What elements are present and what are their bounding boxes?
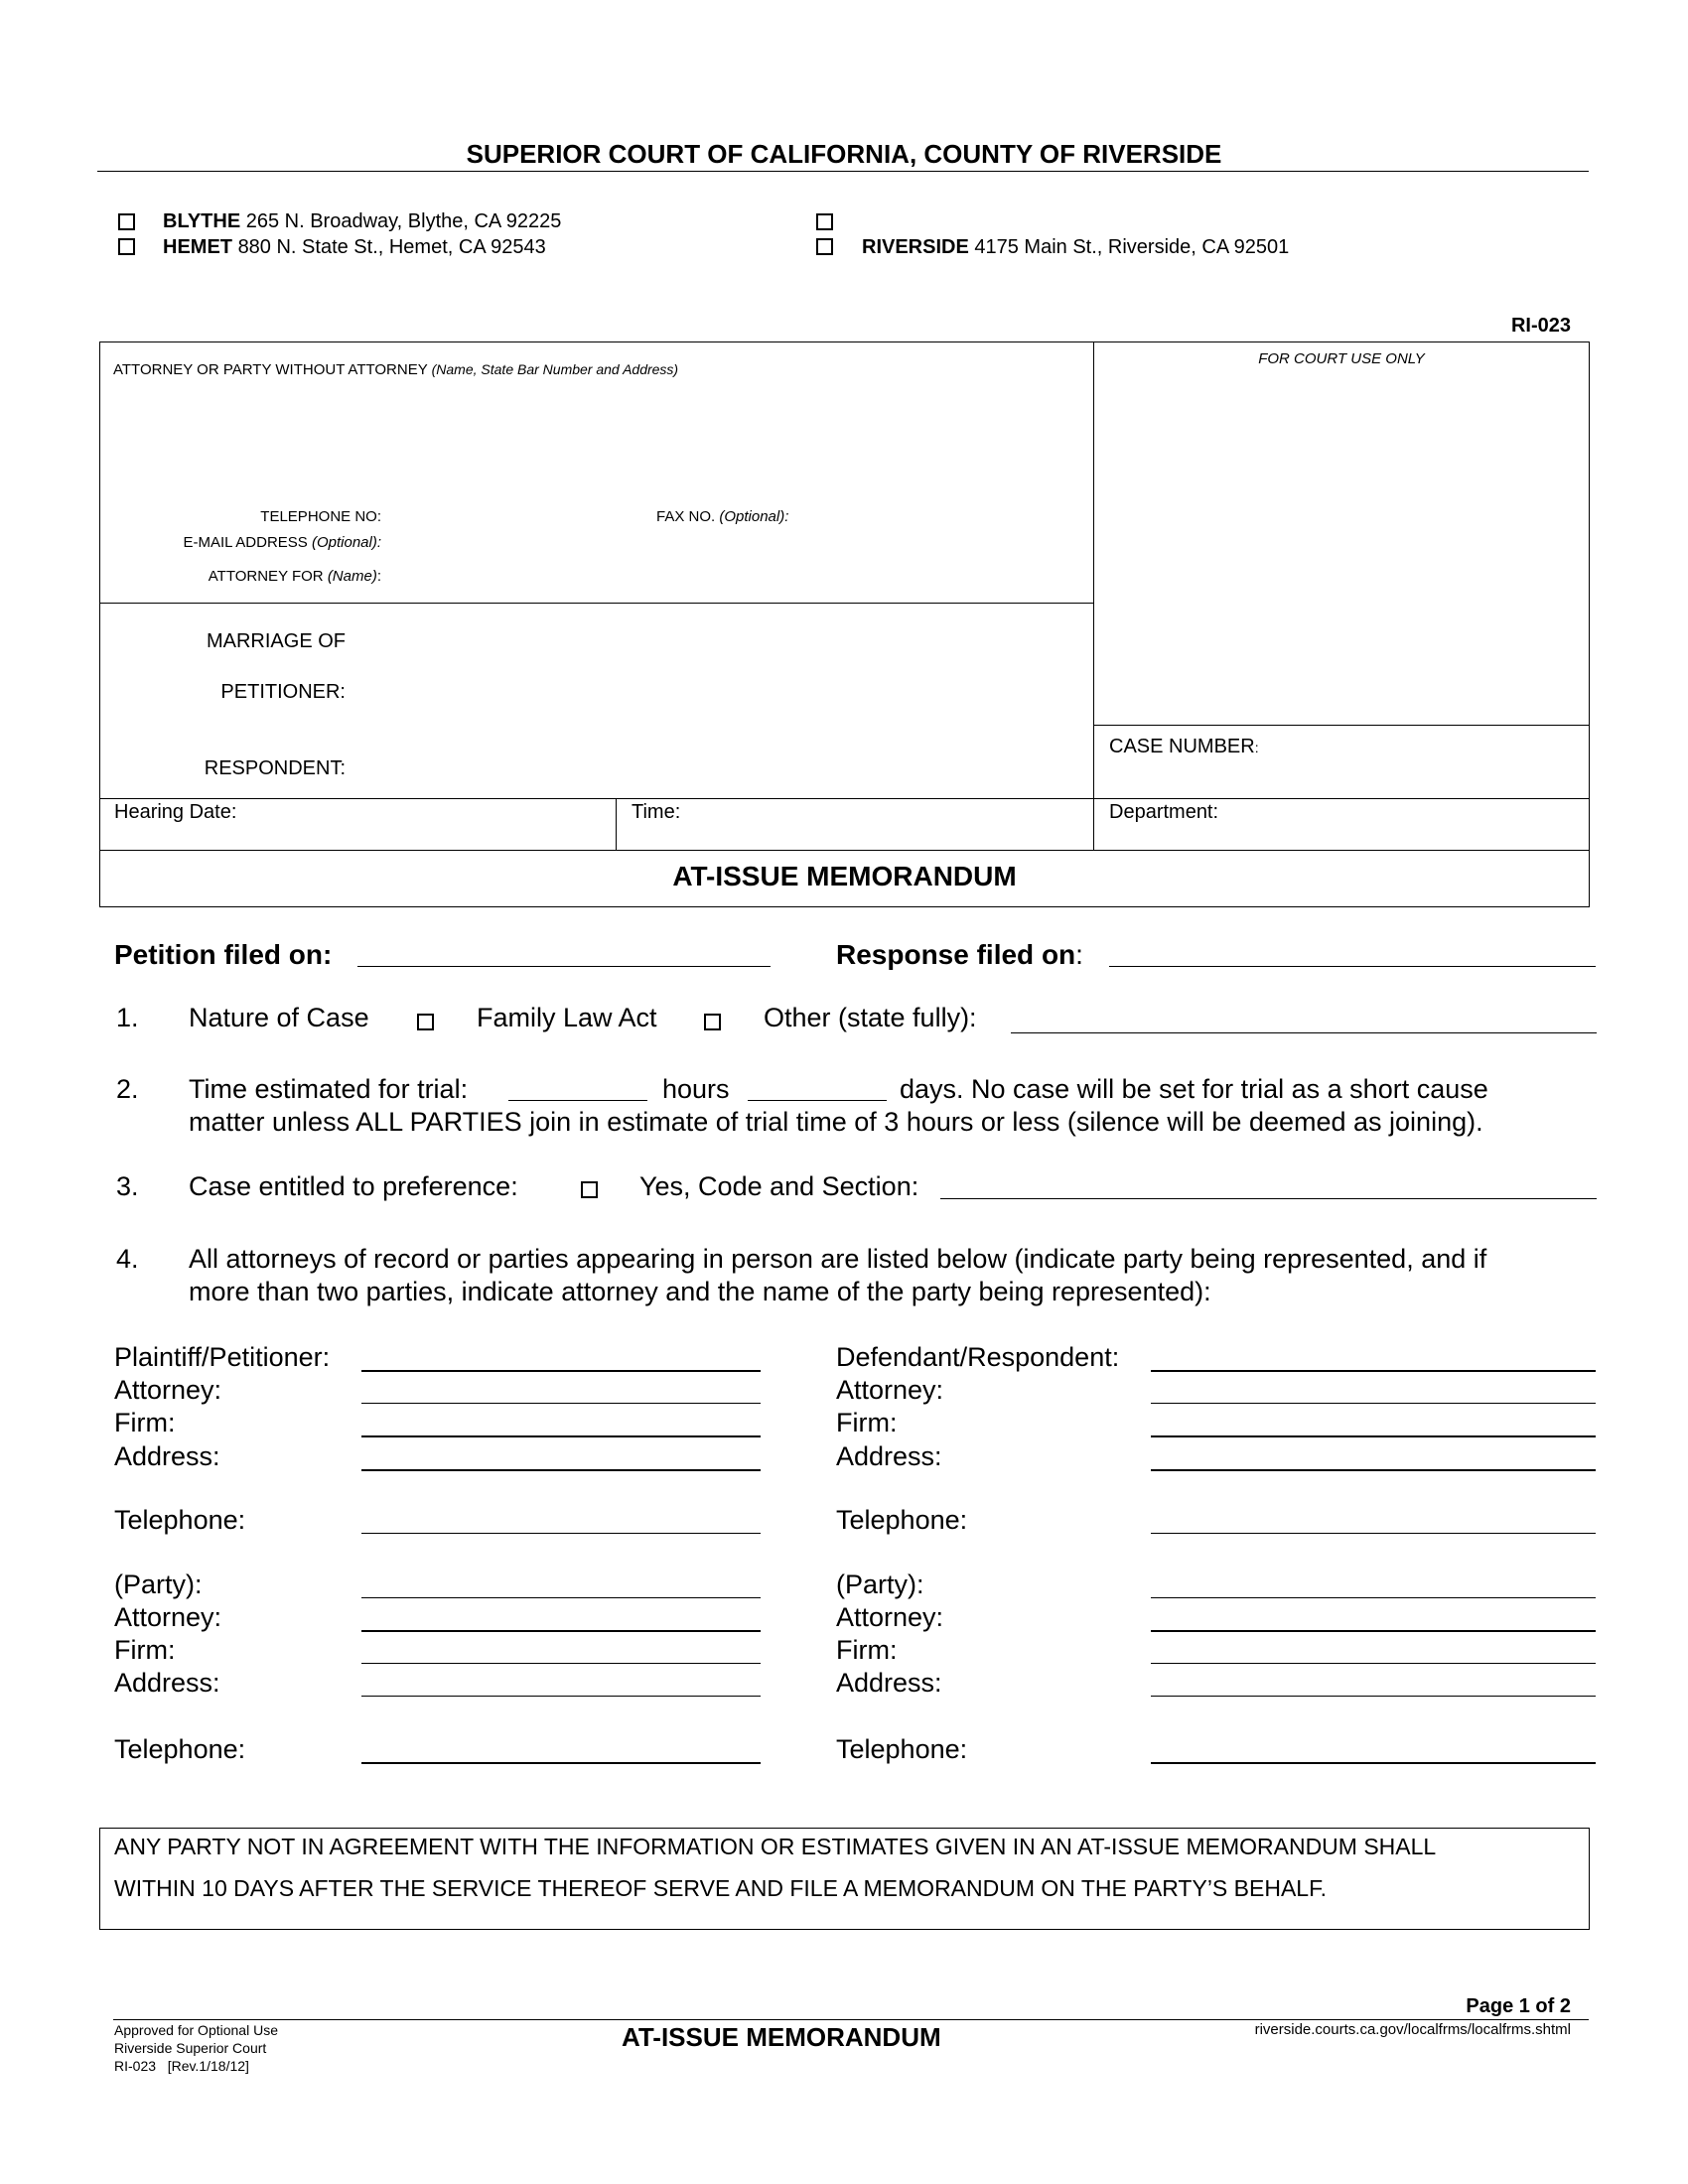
footer-url[interactable]: riverside.courts.ca.gov/localfrms/localfrms.shtml xyxy=(1254,2021,1571,2038)
code-section-field[interactable] xyxy=(940,1198,1597,1199)
other-label: Other (state fully): xyxy=(764,1003,977,1032)
yes-code-label: Yes, Code and Section: xyxy=(639,1171,919,1201)
case-number-label xyxy=(1109,736,1259,758)
other-checkbox[interactable] xyxy=(704,1014,721,1030)
department-label: Department: xyxy=(1109,801,1219,823)
plaintiff-telephone-field[interactable] xyxy=(361,1533,761,1534)
attorney-label xyxy=(113,361,678,378)
item-2-number: 2. xyxy=(116,1074,139,1104)
hearing-date-label: Hearing Date: xyxy=(114,801,237,823)
left-party-label: (Party): xyxy=(114,1570,203,1599)
plaintiff-address-field[interactable] xyxy=(361,1469,761,1471)
fax-label xyxy=(656,508,788,525)
attorneys-instructions-line2: more than two parties, indicate attorney and the name of the party being represented): xyxy=(189,1277,1211,1306)
respondent-label: RESPONDENT: xyxy=(204,757,346,779)
email-label xyxy=(183,534,381,551)
left-party-telephone-field[interactable] xyxy=(361,1762,761,1764)
left-party-firm-label: Firm: xyxy=(114,1635,176,1665)
right-party-label: (Party): xyxy=(836,1570,924,1599)
time-label: Time: xyxy=(632,801,681,823)
attorney-for-colon: : xyxy=(376,568,381,585)
header-rule xyxy=(97,171,1589,172)
defendant-firm-label: Firm: xyxy=(836,1408,898,1437)
plaintiff-telephone-label: Telephone: xyxy=(114,1505,246,1535)
hemet-location xyxy=(163,236,546,259)
notice-line-1: ANY PARTY NOT IN AGREEMENT WITH THE INFORMATION OR ESTIMATES GIVEN IN AN AT-ISSUE MEMORANDUM SHALL xyxy=(114,1834,1437,1859)
defendant-respondent-label: Defendant/Respondent: xyxy=(836,1342,1120,1372)
short-cause-text: matter unless ALL PARTIES join in estimate of trial time of 3 hours or less (silence will be deemed as joining). xyxy=(189,1107,1483,1137)
attorney-for-note: (Name) xyxy=(327,568,377,585)
right-party-address-field[interactable] xyxy=(1151,1696,1596,1697)
page-number: Page 1 of 2 xyxy=(1466,1995,1571,2017)
attorney-label-text: ATTORNEY OR PARTY WITHOUT ATTORNEY xyxy=(113,361,428,378)
right-party-attorney-label: Attorney: xyxy=(836,1602,944,1632)
preference-label: Case entitled to preference: xyxy=(189,1171,518,1201)
fax-label-text: FAX NO. xyxy=(656,508,716,525)
left-party-address-field[interactable] xyxy=(361,1696,761,1697)
fax-label-note: (Optional): xyxy=(719,508,789,525)
defendant-telephone-label: Telephone: xyxy=(836,1505,968,1535)
email-label-note: (Optional): xyxy=(311,534,381,551)
blythe-address: 265 N. Broadway, Blythe, CA 92225 xyxy=(245,210,562,232)
preference-yes-checkbox[interactable] xyxy=(581,1181,598,1198)
response-filed-text: Response filed on xyxy=(836,939,1076,970)
petition-filed-label: Petition filed on: xyxy=(114,939,333,970)
court-title: SUPERIOR COURT OF CALIFORNIA, COUNTY OF RIVERSIDE xyxy=(466,139,1222,169)
petition-filed-field[interactable] xyxy=(357,966,771,967)
case-number-rule xyxy=(1093,725,1590,726)
attorneys-instructions-line1: All attorneys of record or parties appearing in person are listed below (indicate party being represented, and if xyxy=(189,1244,1487,1274)
nature-of-case-label: Nature of Case xyxy=(189,1003,369,1032)
telephone-label: TELEPHONE NO: xyxy=(260,508,381,525)
left-party-address-label: Address: xyxy=(114,1668,220,1698)
riverside-location xyxy=(862,236,1289,259)
item-3-number: 3. xyxy=(116,1171,139,1201)
plaintiff-firm-label: Firm: xyxy=(114,1408,176,1437)
item-4-number: 4. xyxy=(116,1244,139,1274)
hearing-row-top xyxy=(99,798,1590,799)
left-party-telephone-label: Telephone: xyxy=(114,1734,246,1764)
caption-divider xyxy=(1093,341,1094,851)
right-party-telephone-field[interactable] xyxy=(1151,1762,1596,1764)
right-party-field[interactable] xyxy=(1151,1597,1596,1598)
hemet-name: HEMET xyxy=(163,236,232,258)
time-estimated-label: Time estimated for trial: xyxy=(189,1074,469,1104)
email-label-text: E-MAIL ADDRESS xyxy=(183,534,308,551)
right-party-firm-label: Firm: xyxy=(836,1635,898,1665)
right-party-address-label: Address: xyxy=(836,1668,942,1698)
item-1-number: 1. xyxy=(116,1003,139,1032)
footer-court: Riverside Superior Court xyxy=(114,2040,267,2056)
attorney-label-note: (Name, State Bar Number and Address) xyxy=(431,361,679,377)
form-title: AT-ISSUE MEMORANDUM xyxy=(672,861,1017,891)
right-party-attorney-field[interactable] xyxy=(1151,1630,1596,1632)
notice-line-2: WITHIN 10 DAYS AFTER THE SERVICE THEREOF SERVE AND FILE A MEMORANDUM ON THE PARTY’S BEHALF. xyxy=(114,1875,1327,1901)
days-label: days. No case will be set for trial as a short cause xyxy=(900,1074,1488,1104)
family-law-act-label: Family Law Act xyxy=(477,1003,657,1032)
left-party-firm-field[interactable] xyxy=(361,1663,761,1664)
other-field[interactable] xyxy=(1011,1032,1597,1033)
response-filed-colon: : xyxy=(1075,939,1083,970)
left-party-attorney-label: Attorney: xyxy=(114,1602,222,1632)
case-number-colon: : xyxy=(1254,740,1259,755)
hemet-address: 880 N. State St., Hemet, CA 92543 xyxy=(237,236,546,258)
unlabeled-location-checkbox[interactable] xyxy=(816,213,833,230)
defendant-attorney-label: Attorney: xyxy=(836,1375,944,1405)
defendant-respondent-field[interactable] xyxy=(1151,1370,1596,1372)
riverside-name: RIVERSIDE xyxy=(862,236,969,258)
hearing-row-bottom xyxy=(99,850,1590,851)
form-number: RI-023 xyxy=(1510,315,1571,337)
defendant-firm-field[interactable] xyxy=(1151,1435,1596,1437)
defendant-telephone-field[interactable] xyxy=(1151,1533,1596,1534)
case-number-text: CASE NUMBER xyxy=(1109,736,1255,757)
footer-rule xyxy=(113,2019,1589,2020)
attorney-for-label xyxy=(209,568,381,585)
hours-field[interactable] xyxy=(508,1100,647,1101)
plaintiff-attorney-field[interactable] xyxy=(361,1403,761,1404)
footer-form-revision: RI-023 [Rev.1/18/12] xyxy=(114,2058,249,2074)
riverside-checkbox[interactable] xyxy=(816,238,833,255)
blythe-location xyxy=(163,210,561,233)
riverside-address: 4175 Main St., Riverside, CA 92501 xyxy=(974,236,1290,258)
left-party-field[interactable] xyxy=(361,1597,761,1598)
response-filed-label xyxy=(836,939,1083,971)
plaintiff-petitioner-field[interactable] xyxy=(361,1370,761,1372)
blythe-name: BLYTHE xyxy=(163,210,241,232)
court-use-label: FOR COURT USE ONLY xyxy=(1258,350,1425,367)
plaintiff-address-label: Address: xyxy=(114,1441,220,1471)
blythe-checkbox[interactable] xyxy=(118,213,135,230)
defendant-attorney-field[interactable] xyxy=(1151,1403,1596,1404)
hearing-divider-2 xyxy=(1093,798,1094,850)
plaintiff-firm-field[interactable] xyxy=(361,1435,761,1437)
defendant-address-field[interactable] xyxy=(1151,1469,1596,1471)
footer-approved: Approved for Optional Use xyxy=(114,2022,278,2038)
defendant-address-label: Address: xyxy=(836,1441,942,1471)
family-law-act-checkbox[interactable] xyxy=(417,1014,434,1030)
left-party-attorney-field[interactable] xyxy=(361,1630,761,1632)
plaintiff-attorney-label: Attorney: xyxy=(114,1375,222,1405)
days-field[interactable] xyxy=(748,1100,887,1101)
hours-label: hours xyxy=(662,1074,730,1104)
hemet-checkbox[interactable] xyxy=(118,238,135,255)
hearing-divider-1 xyxy=(616,798,617,850)
response-filed-field[interactable] xyxy=(1109,966,1596,967)
marriage-of-label: MARRIAGE OF xyxy=(206,630,346,652)
attorney-section-rule xyxy=(99,603,1093,604)
footer-title: AT-ISSUE MEMORANDUM xyxy=(622,2022,941,2052)
attorney-for-text: ATTORNEY FOR xyxy=(208,568,324,585)
right-party-firm-field[interactable] xyxy=(1151,1663,1596,1664)
plaintiff-petitioner-label: Plaintiff/Petitioner: xyxy=(114,1342,331,1372)
petitioner-label: PETITIONER: xyxy=(220,681,346,703)
caption-box xyxy=(99,341,1590,907)
right-party-telephone-label: Telephone: xyxy=(836,1734,968,1764)
